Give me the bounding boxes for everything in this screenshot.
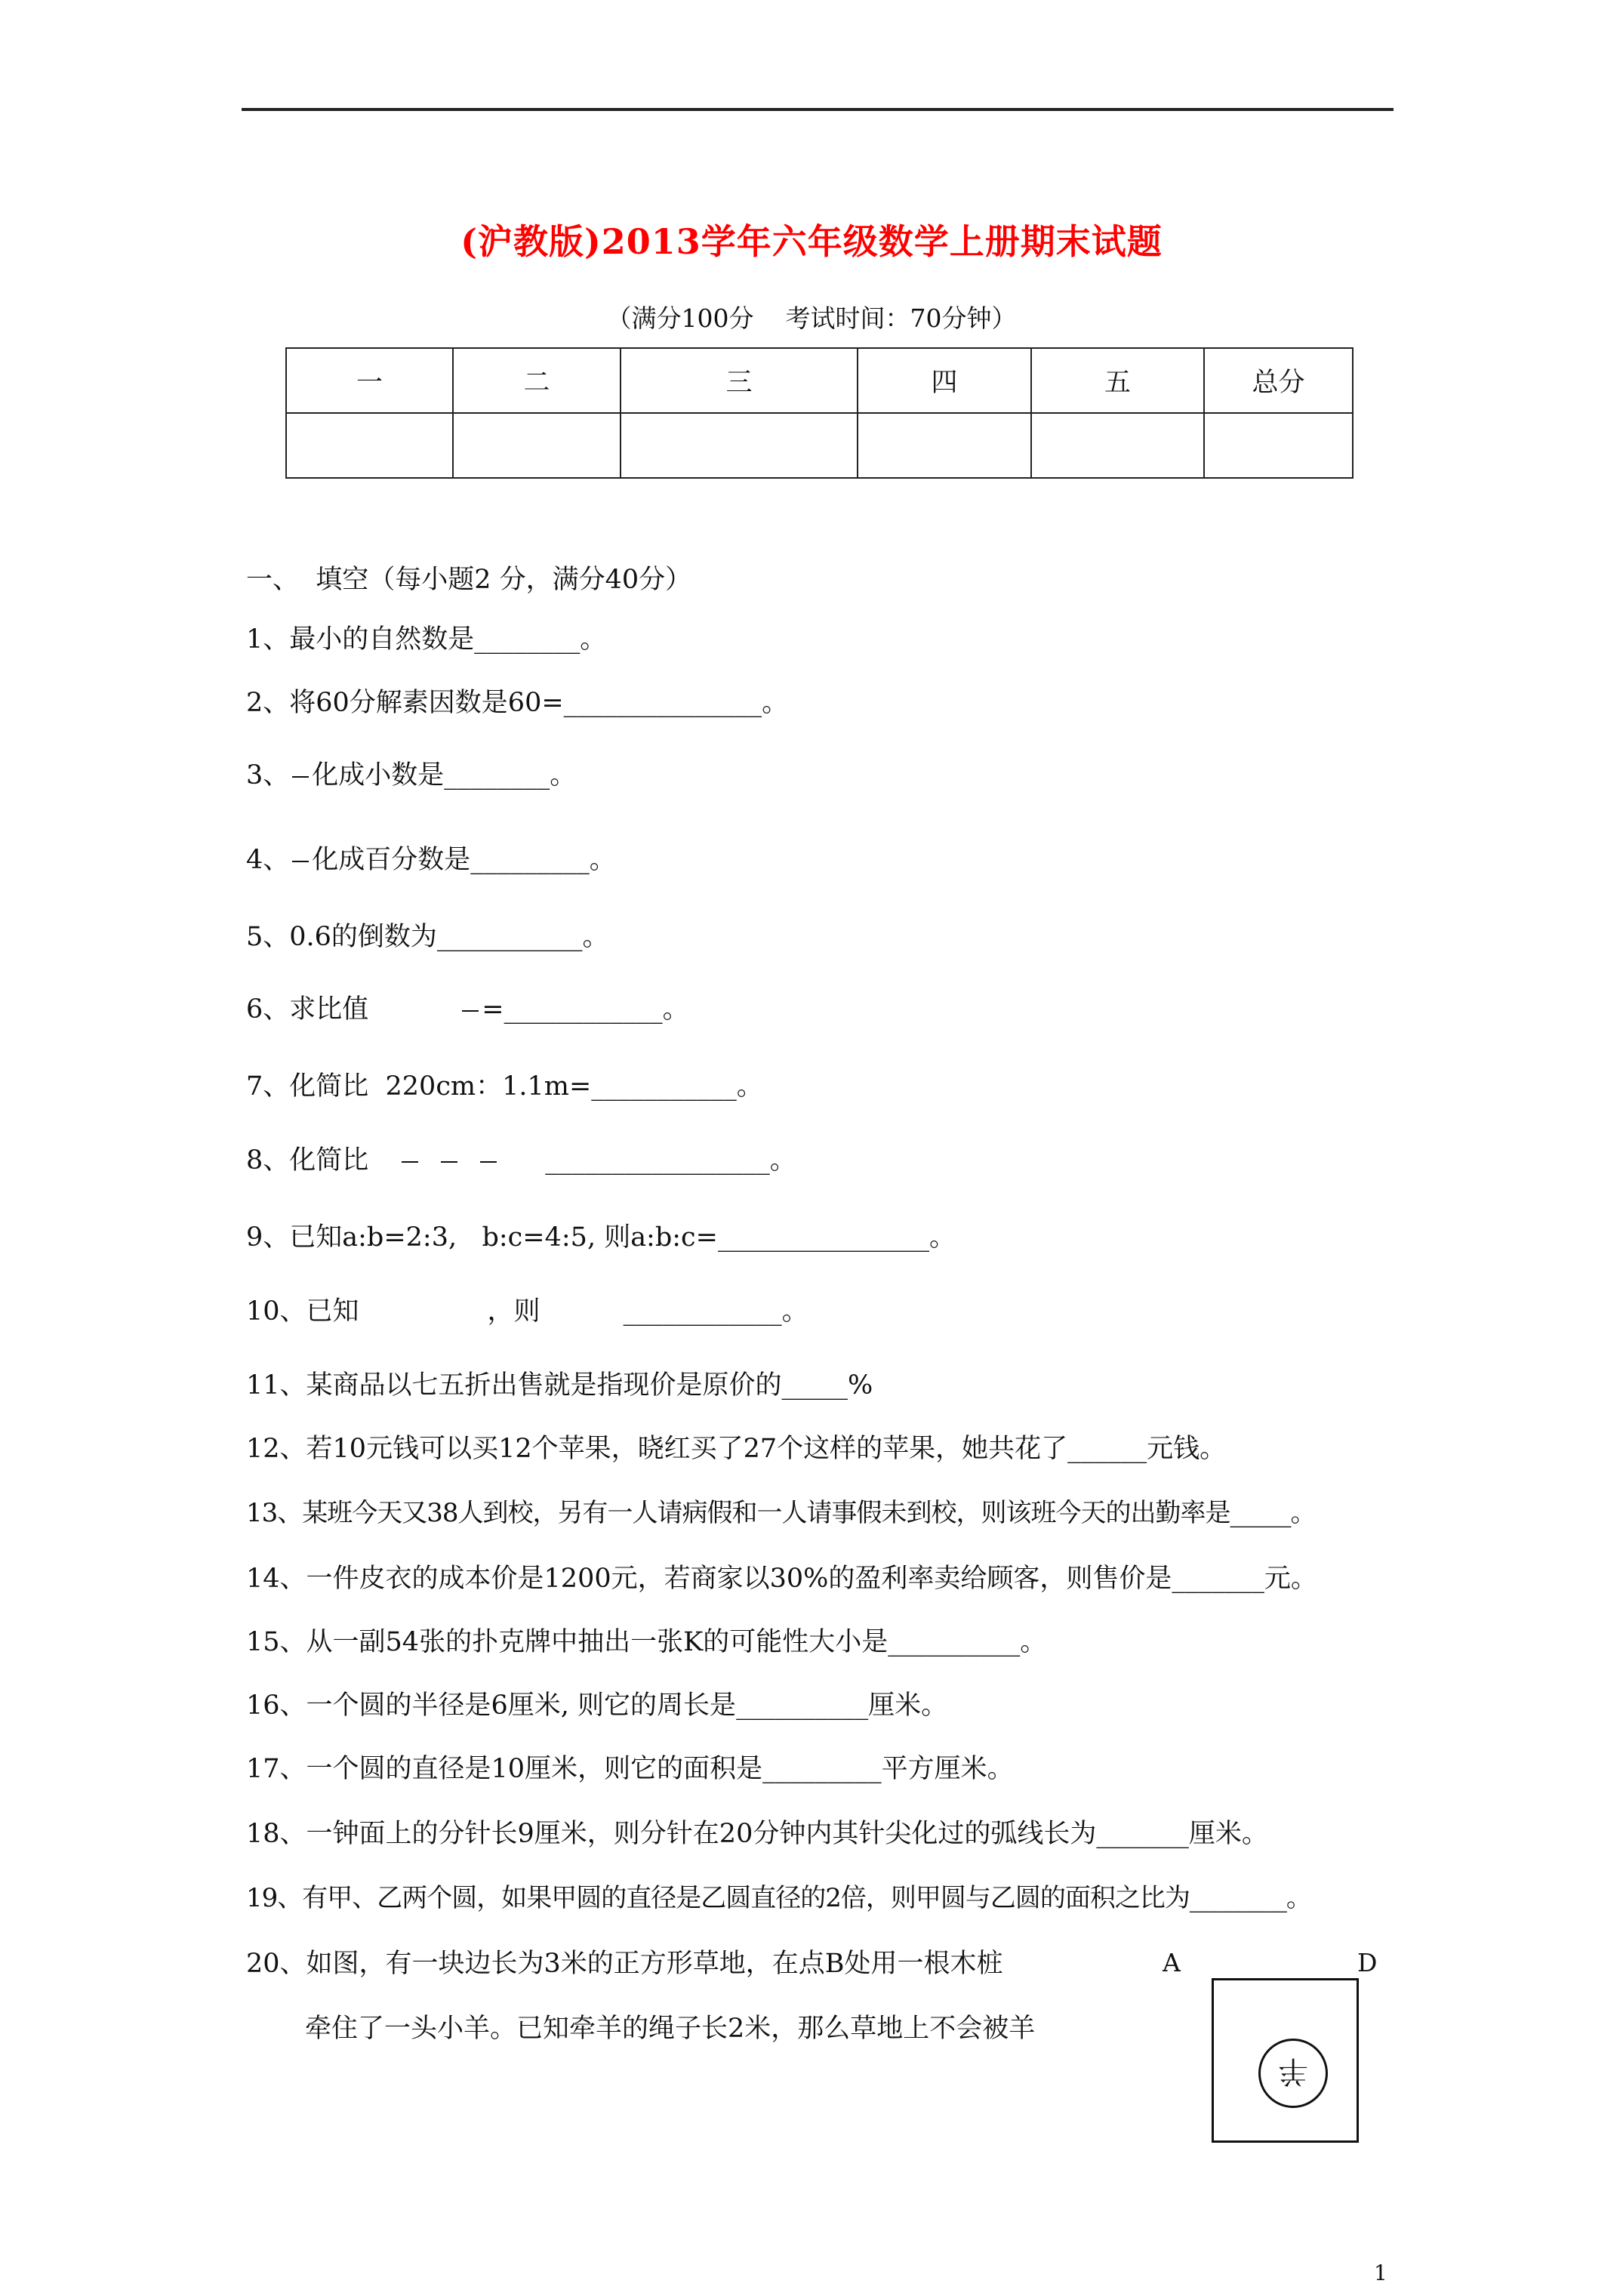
score-entry-cell[interactable] [858, 413, 1031, 478]
answer-blank[interactable]: _________ [762, 1754, 882, 1784]
question-text: 1、最小的自然数是 [246, 624, 475, 655]
question-text: 。 [1020, 1627, 1047, 1657]
question-text: 。 [1286, 1883, 1311, 1913]
question-14 [246, 1563, 1317, 1595]
question-text: 化成百分数是 [312, 845, 471, 875]
question-text: 厘米。 [868, 1690, 948, 1721]
score-table [285, 347, 1354, 479]
question-17 [246, 1753, 1014, 1785]
answer-blank[interactable]: _________________ [545, 1145, 770, 1176]
question-2 [246, 687, 788, 719]
question-13 [246, 1498, 1316, 1529]
question-18 [246, 1818, 1268, 1850]
question-text: 16、一个圆的半径是6厘米, 则它的周长是 [246, 1690, 737, 1721]
score-header-cell: 三 [621, 348, 858, 413]
exam-info: （满分100分 考试时间：70分钟） [606, 304, 1017, 333]
question-text: 12、若10元钱可以买12个苹果，晓红买了27个这样的苹果，她共花了 [246, 1434, 1068, 1464]
question-text: 。 [769, 1145, 796, 1176]
answer-blank[interactable]: ________ [474, 624, 581, 655]
question-19 [246, 1883, 1311, 1914]
score-entry-cell[interactable] [286, 413, 453, 478]
question-12 [246, 1433, 1226, 1465]
question-text: 。 [580, 624, 607, 655]
question-text: 元。 [1264, 1564, 1317, 1594]
answer-blank[interactable]: _______ [1172, 1564, 1264, 1594]
question-text: 3、 [246, 760, 290, 791]
question-text: 2、将60分解素因数是60= [246, 688, 564, 718]
question-6 [246, 994, 689, 1025]
question-8 [246, 1145, 796, 1176]
question-text: 7、化简比 220cm：1.1m= [246, 1071, 592, 1102]
question-text: 厘米。 [1188, 1819, 1268, 1849]
question-text: 。 [550, 760, 577, 791]
score-header-cell: 二 [453, 348, 621, 413]
score-entry-cell[interactable] [1031, 413, 1204, 478]
question-text: 11、某商品以七五折出售就是指现价是原价的 [246, 1370, 782, 1401]
question-text: = [482, 994, 504, 1025]
question-text: 15、从一副54张的扑克牌中抽出一张K的可能性大小是 [246, 1627, 888, 1657]
fraction-bar [292, 776, 309, 778]
question-text: 18、一钟面上的分针长9厘米，则分针在20分钟内其针尖化过的弧线长为 [246, 1819, 1097, 1849]
question-1 [246, 624, 606, 655]
section-heading: 一、 填空（每小题2 分，满分40分） [246, 565, 692, 595]
answer-blank[interactable]: __________ [888, 1627, 1021, 1657]
fraction-bar [292, 861, 309, 862]
answer-blank[interactable]: _____ [1230, 1498, 1291, 1528]
question-9 [246, 1222, 956, 1253]
question-10 [246, 1296, 808, 1327]
question-20-line-1: 20、如图，有一块边长为3米的正方形草地，在点B处用一根木桩 [246, 1949, 1003, 1979]
answer-blank[interactable]: ________ [1189, 1883, 1286, 1913]
score-header-cell: 四 [858, 348, 1031, 413]
answer-blank[interactable]: _______________ [563, 688, 762, 718]
question-text: 8、化简比 [246, 1145, 369, 1176]
answer-blank[interactable]: __________ [736, 1690, 869, 1721]
answer-blank[interactable]: _____ [781, 1370, 848, 1401]
question-text: ，则 [487, 1296, 540, 1327]
page-title: (沪教版)2013学年六年级数学上册期末试题 [460, 221, 1163, 262]
fraction-bar [480, 1161, 497, 1163]
answer-blank[interactable]: ___________ [436, 922, 583, 952]
question-text: 。 [762, 688, 789, 718]
question-7 [246, 1071, 763, 1102]
score-entry-row [286, 413, 1353, 478]
question-text: 13、某班今天又38人到校，另有一人请病假和一人请事假未到校，则该班今天的出勤率是 [246, 1498, 1230, 1528]
answer-blank[interactable]: ____________ [504, 994, 663, 1025]
question-text: 化成小数是 [312, 760, 445, 791]
question-15 [246, 1626, 1046, 1658]
answer-blank[interactable]: ______ [1067, 1434, 1147, 1464]
score-entry-cell[interactable] [453, 413, 621, 478]
question-text: 平方厘米。 [881, 1754, 1014, 1784]
question-20-line-2: 牵住了一头小羊。已知牵羊的绳子长2米，那么草地上不会被羊 [305, 2014, 1036, 2044]
question-text: 元钱。 [1147, 1434, 1227, 1464]
question-text: 。 [781, 1296, 808, 1327]
point-a-label: A [1163, 1948, 1181, 1977]
score-header-cell: 五 [1031, 348, 1204, 413]
question-text: 。 [1290, 1498, 1316, 1528]
fraction-bar [462, 1010, 479, 1012]
question-4 [246, 844, 616, 876]
answer-blank[interactable]: ___________ [591, 1071, 737, 1102]
fraction-bar [441, 1161, 457, 1163]
question-11 [246, 1370, 873, 1401]
question-text: 。 [582, 922, 609, 952]
question-text: 19、有甲、乙两个圆，如果甲圆的直径是乙圆直径的2倍，则甲圆与乙圆的面积之比为 [246, 1883, 1190, 1913]
page-number: 1 [1374, 2261, 1387, 2285]
question-text: 。 [929, 1222, 956, 1253]
answer-blank[interactable]: ________ [444, 760, 550, 791]
question-3 [246, 760, 576, 791]
question-text: 14、一件皮衣的成本价是1200元，若商家以30%的盈利率卖给顾客，则售价是 [246, 1564, 1172, 1594]
answer-blank[interactable]: _________ [470, 845, 590, 875]
answer-blank[interactable]: ________________ [717, 1222, 929, 1253]
question-text: 17、一个圆的直径是10厘米，则它的面积是 [246, 1754, 763, 1784]
fraction-bar [402, 1161, 418, 1163]
score-entry-cell[interactable] [1204, 413, 1353, 478]
sheep-label: 羊 [1278, 2053, 1308, 2088]
question-text: 10、已知 [246, 1296, 359, 1327]
grass-square-figure [1147, 1948, 1397, 2144]
question-text: 9、已知a:b=2:3, b:c=4:5, 则a:b:c= [246, 1222, 718, 1253]
question-text: 6、求比值 [246, 994, 369, 1025]
header-rule [242, 108, 1394, 111]
question-text: 5、0.6的倒数为 [246, 922, 437, 952]
point-d-label: D [1357, 1948, 1378, 1977]
question-text: 。 [662, 994, 689, 1025]
question-text: 4、 [246, 845, 290, 875]
score-header-cell: 总分 [1204, 348, 1353, 413]
question-text: % [848, 1370, 873, 1401]
score-entry-cell[interactable] [621, 413, 858, 478]
score-header-row [286, 348, 1353, 413]
question-5 [246, 921, 608, 953]
question-text: 。 [589, 845, 616, 875]
answer-blank[interactable]: _______ [1096, 1819, 1189, 1849]
score-header-cell: 一 [286, 348, 453, 413]
question-text: 。 [736, 1071, 763, 1102]
answer-blank[interactable]: ____________ [623, 1296, 782, 1327]
sheep-circle [1258, 2039, 1328, 2108]
question-16 [246, 1690, 947, 1721]
